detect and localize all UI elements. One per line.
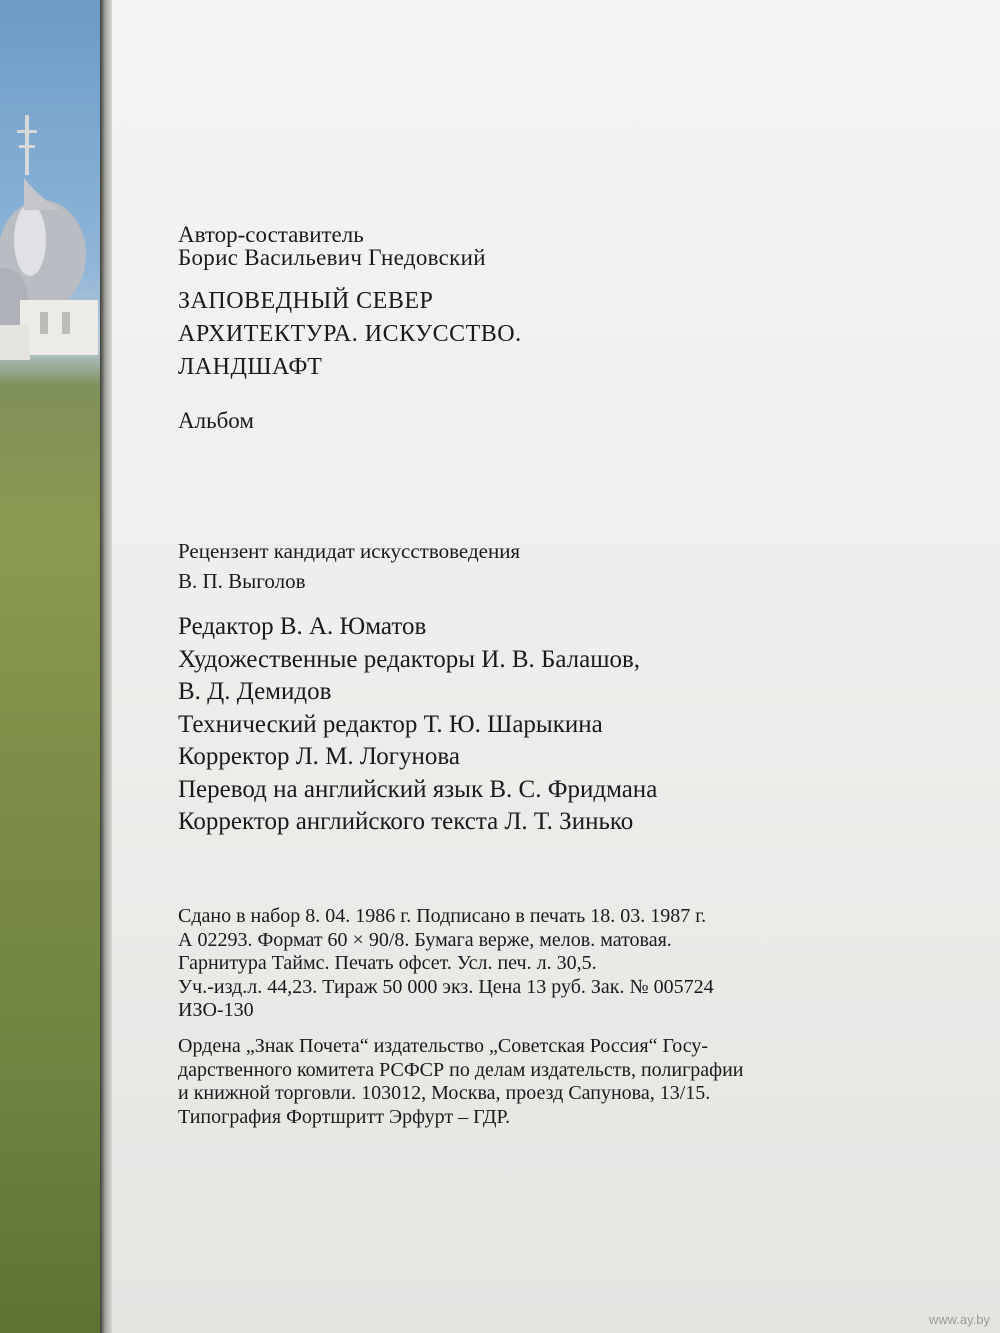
title-line: АРХИТЕКТУРА. ИСКУССТВО. [178,321,522,347]
credit-line: Корректор английского текста Л. Т. Зинько [178,808,634,835]
credit-line: Художественные редакторы И. В. Балашов, [178,645,641,673]
publisher-line: Типография Фортшритт Эрфурт – ГДР. [178,1105,511,1128]
title-line: ЛАНДШАФТ [178,354,323,380]
author-role: Автор-составитель [178,222,364,247]
credit-line: Редактор В. А. Юматов [178,613,427,640]
title-line: ЗАПОВЕДНЫЙ СЕВЕР [178,288,434,314]
imprint-line: А 02293. Формат 60 × 90/8. Бумага верже, мелов. матовая. [178,928,672,951]
watermark: www.ay.by [928,1312,990,1327]
imprint-line: Уч.-изд.л. 44,23. Тираж 50 000 экз. Цена 13 руб. Зак. № 005724 [178,975,714,998]
publisher-line: и книжной торговли. 103012, Москва, проезд Сапунова, 13/15. [178,1082,711,1105]
credits-block [178,611,657,839]
imprint-line: Гарнитура Таймс. Печать офсет. Усл. печ. л. 30,5. [178,952,597,975]
reviewer-line: В. П. Выголов [178,569,306,593]
publisher-line: дарственного комитета РСФСР по делам издательств, полиграфии [178,1058,744,1081]
credit-line: Перевод на английский язык В. С. Фридмана [178,775,658,803]
reviewer-line: Рецензент кандидат искусствоведения [178,539,521,563]
imprint-line: ИЗО-130 [178,999,254,1022]
book-title [178,285,522,384]
book-genre: Альбом [178,408,254,433]
publisher-block [178,1035,744,1129]
credit-line: В. Д. Демидов [178,678,332,705]
author-name: Борис Васильевич Гнедовский [178,245,486,270]
imprint-line: Сдано в набор 8. 04. 1986 г. Подписано в печать 18. 03. 1987 г. [178,905,707,927]
credit-line: Корректор Л. М. Логунова [178,743,460,770]
credit-line: Технический редактор Т. Ю. Шарыкина [178,710,603,738]
imprint-block [178,905,714,1023]
reviewer-block [178,536,520,596]
publisher-line: Ордена „Знак Почета“ издательство „Советская Россия“ Госу- [178,1035,709,1057]
facing-page-photo [0,0,110,1333]
church-dome-photo [0,0,110,420]
